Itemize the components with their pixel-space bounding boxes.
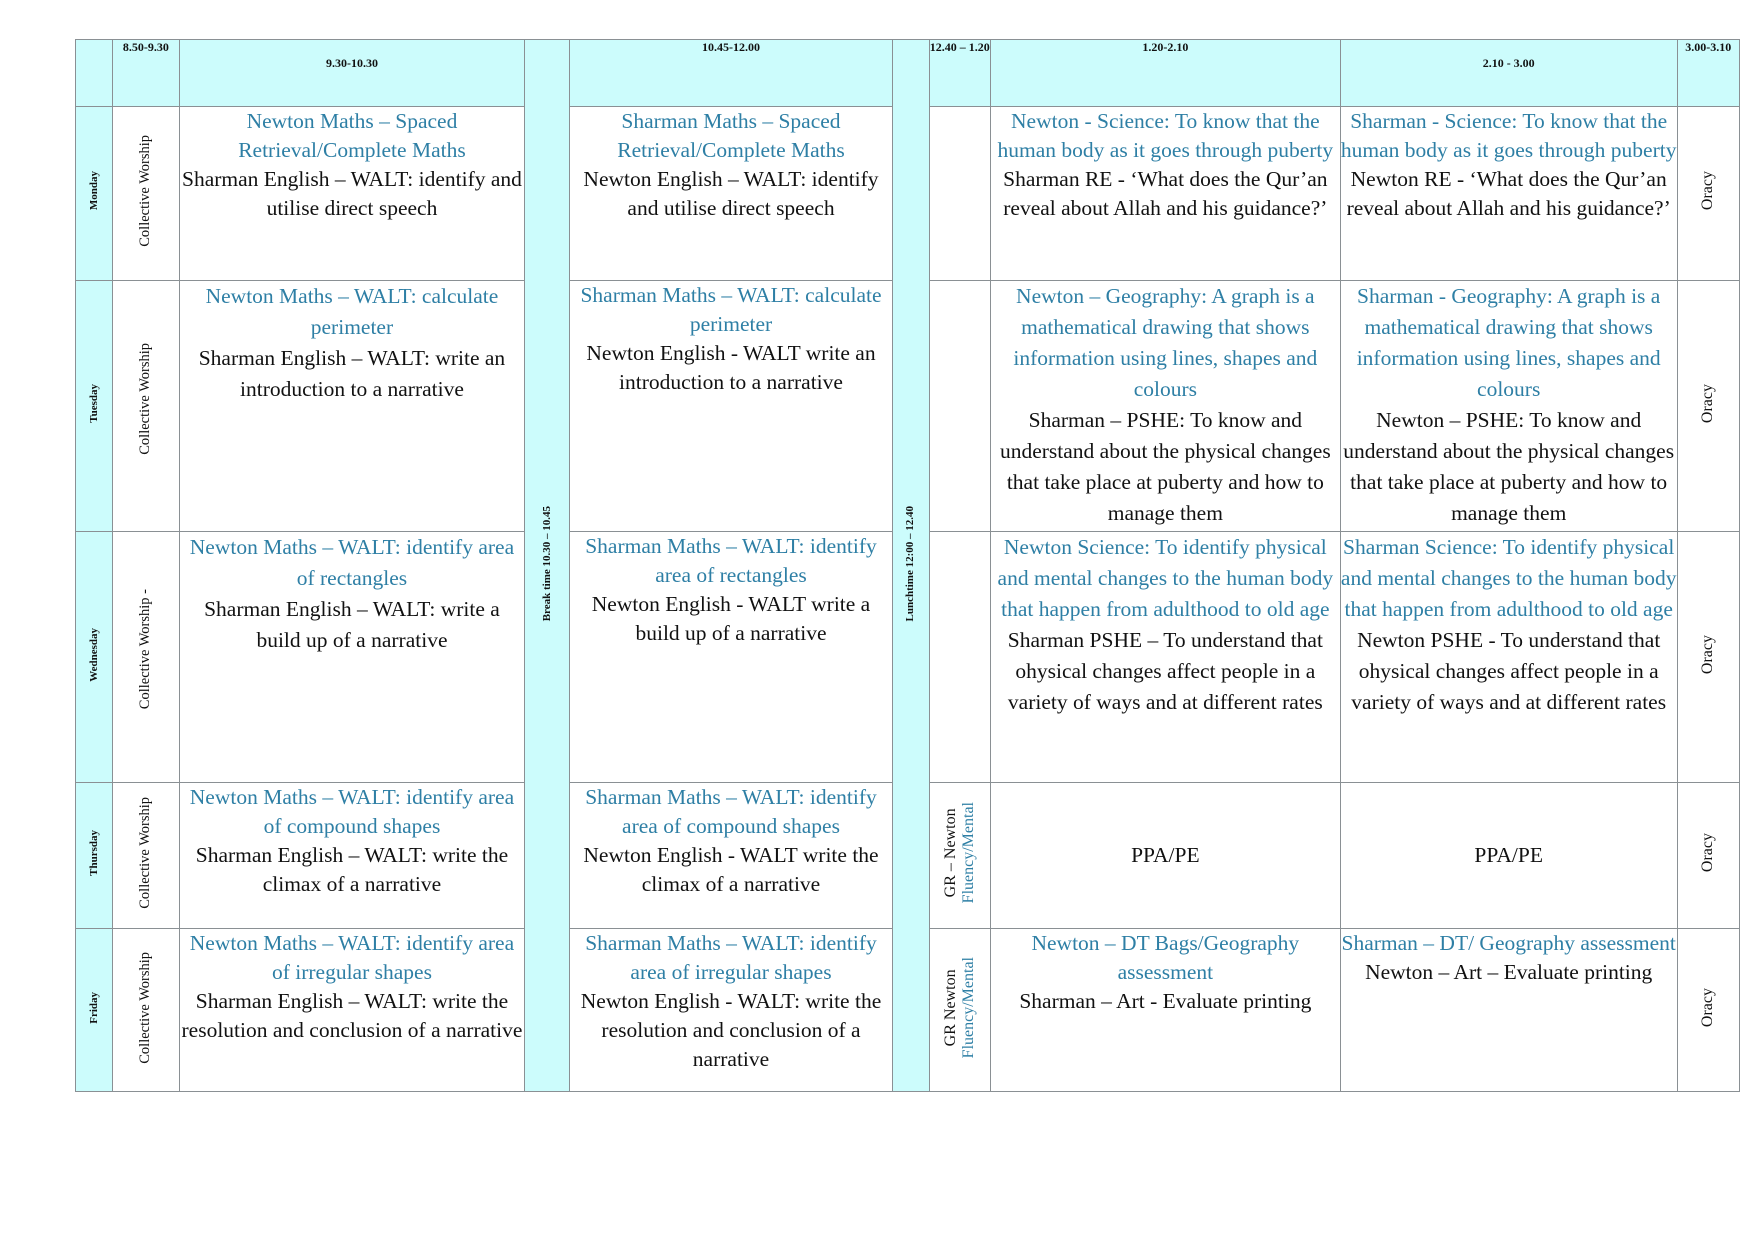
lesson-thursday-2: Sharman Maths – WALT: identify area of compound shapes Newton English - WALT write the climax of a narrative (569, 783, 893, 929)
worship-tuesday: Collective Worship (113, 281, 179, 532)
lesson-monday-4: Newton - Science: To know that the human body as it goes through puberty Sharman RE - ‘What does the Qur’an reveal about Allah and his guidance?’ (990, 107, 1340, 281)
lesson-friday-1: Newton Maths – WALT: identify area of irregular shapes Sharman English – WALT: write the resolution and conclusion of a narrative (179, 929, 525, 1092)
lesson-monday-5: Sharman - Science: To know that the human body as it goes through puberty Newton RE - ‘What does the Qur’an reveal about Allah and his guidance?’ (1340, 107, 1677, 281)
lesson-tuesday-5: Sharman - Geography: A graph is a mathematical drawing that shows information using lines, shapes and colours Newton – PSHE: To know and understand about the physical changes that take place at puberty and how to manage them (1340, 281, 1677, 532)
day-thursday: Thursday (76, 783, 113, 929)
lesson-wednesday-1: Newton Maths – WALT: identify area of rectangles Sharman English – WALT: write a build up of a narrative (179, 532, 525, 783)
worship-friday: Collective Worship (113, 929, 179, 1092)
break-column (525, 40, 569, 1092)
day-wednesday: Wednesday (76, 532, 113, 783)
gr-tuesday (929, 281, 990, 532)
header-time-4: 12.40 – 1.20 (929, 40, 990, 107)
lunch-label: Lunchtime 12:00 – 12.40 (904, 505, 917, 622)
header-corner (76, 40, 113, 107)
oracy-tuesday: Oracy (1677, 281, 1739, 532)
lesson-friday-4: Newton – DT Bags/Geography assessment Sharman – Art - Evaluate printing (990, 929, 1340, 1092)
lesson-wednesday-5: Sharman Science: To identify physical and mental changes to the human body that happen from adulthood to old age Newton PSHE - To understand that ohysical changes affect people in a variety of ways and at different rates (1340, 532, 1677, 783)
lesson-thursday-5: PPA/PE (1340, 783, 1677, 929)
gr-monday (929, 107, 990, 281)
lesson-thursday-4: PPA/PE (990, 783, 1340, 929)
header-time-2: 9.30-10.30 (179, 40, 525, 107)
day-tuesday: Tuesday (76, 281, 113, 532)
lesson-tuesday-1: Newton Maths – WALT: calculate perimeter Sharman English – WALT: write an introduction to a narrative (179, 281, 525, 532)
gr-thursday: GR – Newton Fluency/Mental (929, 783, 990, 929)
lesson-tuesday-2: Sharman Maths – WALT: calculate perimeter Newton English - WALT write an introduction to a narrative (569, 281, 893, 532)
header-time-7: 3.00-3.10 (1677, 40, 1739, 107)
header-time-1: 8.50-9.30 (113, 40, 179, 107)
lesson-monday-2: Sharman Maths – Spaced Retrieval/Complete Maths Newton English – WALT: identify and utilise direct speech (569, 107, 893, 281)
gr-wednesday (929, 532, 990, 783)
timetable (75, 39, 1740, 1092)
header-time-3: 10.45-12.00 (569, 40, 893, 107)
header-time-6: 2.10 - 3.00 (1340, 40, 1677, 107)
break-label: Break time 10.30 – 10.45 (540, 505, 553, 622)
lesson-wednesday-2: Sharman Maths – WALT: identify area of rectangles Newton English - WALT write a build up of a narrative (569, 532, 893, 783)
worship-thursday: Collective Worship (113, 783, 179, 929)
gr-friday: GR Newton Fluency/Mental (929, 929, 990, 1092)
lesson-thursday-1: Newton Maths – WALT: identify area of compound shapes Sharman English – WALT: write the climax of a narrative (179, 783, 525, 929)
day-friday: Friday (76, 929, 113, 1092)
worship-wednesday: Collective Worship - (113, 532, 179, 783)
header-time-5: 1.20-2.10 (990, 40, 1340, 107)
lunch-column (893, 40, 929, 1092)
lesson-tuesday-4: Newton – Geography: A graph is a mathematical drawing that shows information using lines, shapes and colours Sharman – PSHE: To know and understand about the physical changes that take place at puberty and how to manage them (990, 281, 1340, 532)
oracy-friday: Oracy (1677, 929, 1739, 1092)
header-row (76, 40, 1740, 107)
lesson-monday-1: Newton Maths – Spaced Retrieval/Complete Maths Sharman English – WALT: identify and utilise direct speech (179, 107, 525, 281)
day-monday: Monday (76, 107, 113, 281)
oracy-thursday: Oracy (1677, 783, 1739, 929)
lesson-friday-5: Sharman – DT/ Geography assessment Newton – Art – Evaluate printing (1340, 929, 1677, 1092)
lesson-wednesday-4: Newton Science: To identify physical and mental changes to the human body that happen from adulthood to old age Sharman PSHE – To understand that ohysical changes affect people in a variety of ways and at different rates (990, 532, 1340, 783)
oracy-monday: Oracy (1677, 107, 1739, 281)
lesson-friday-2: Sharman Maths – WALT: identify area of irregular shapes Newton English - WALT: write the resolution and conclusion of a narrative (569, 929, 893, 1092)
oracy-wednesday: Oracy (1677, 532, 1739, 783)
worship-monday: Collective Worship (113, 107, 179, 281)
